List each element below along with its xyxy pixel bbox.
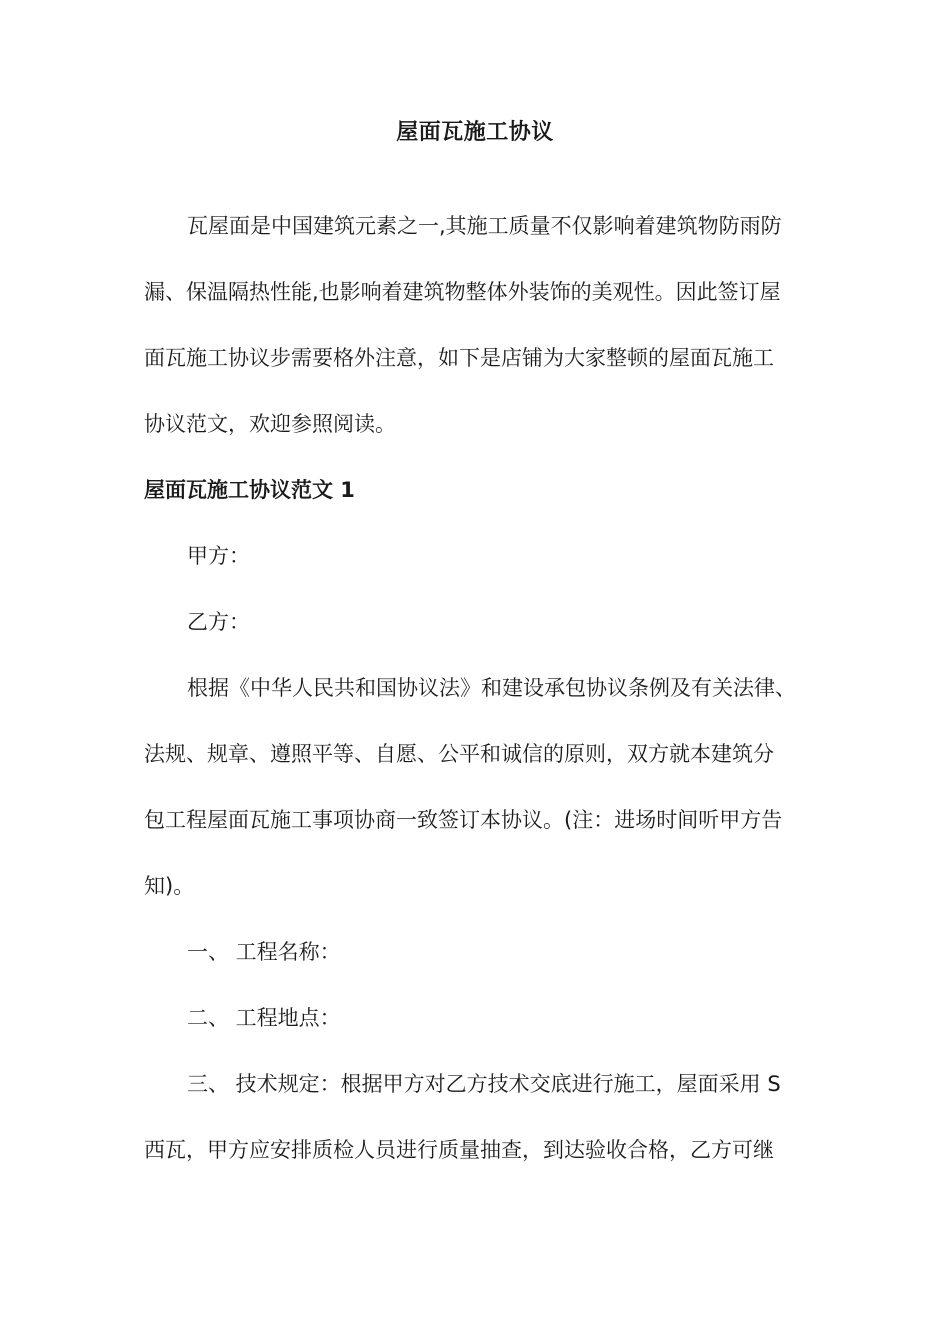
basis-line: 法规、规章、遵照平等、自愿、公平和诚信的原则，双方就本建筑分 xyxy=(144,742,774,766)
clause-project-name: 一、 工程名称： xyxy=(187,940,341,964)
basis-line: 知)。 xyxy=(144,874,195,898)
document-body xyxy=(144,193,812,1183)
intro-line: 协议范文，欢迎参照阅读。 xyxy=(144,412,396,436)
intro-line: 面瓦施工协议步需要格外注意，如下是店铺为大家整顿的屋面瓦施工 xyxy=(144,346,774,370)
party-b-label: 乙方： xyxy=(187,610,250,634)
clause-project-location: 二、 工程地点： xyxy=(187,1006,341,1030)
basis-line: 根据《中华人民共和国协议法》和建设承包协议条例及有关法律、 xyxy=(187,676,796,700)
clause-technical-requirements: 三、 技术规定：根据甲方对乙方技术交底进行施工，屋面采用 S xyxy=(187,1072,781,1096)
intro-line: 漏、保温隔热性能,也影响着建筑物整体外装饰的美观性。因此签订屋 xyxy=(144,280,781,304)
party-a-label: 甲方： xyxy=(187,544,250,568)
section-heading: 屋面瓦施工协议范文 1 xyxy=(144,478,355,502)
basis-line: 包工程屋面瓦施工事项协商一致签订本协议。(注：进场时间听甲方告 xyxy=(144,808,783,832)
intro-line: 瓦屋面是中国建筑元素之一,其施工质量不仅影响着建筑物防雨防 xyxy=(187,214,782,238)
clause-technical-requirements-cont: 西瓦，甲方应安排质检人员进行质量抽查，到达验收合格，乙方可继 xyxy=(144,1138,774,1162)
document-title: 屋面瓦施工协议 xyxy=(396,120,554,145)
